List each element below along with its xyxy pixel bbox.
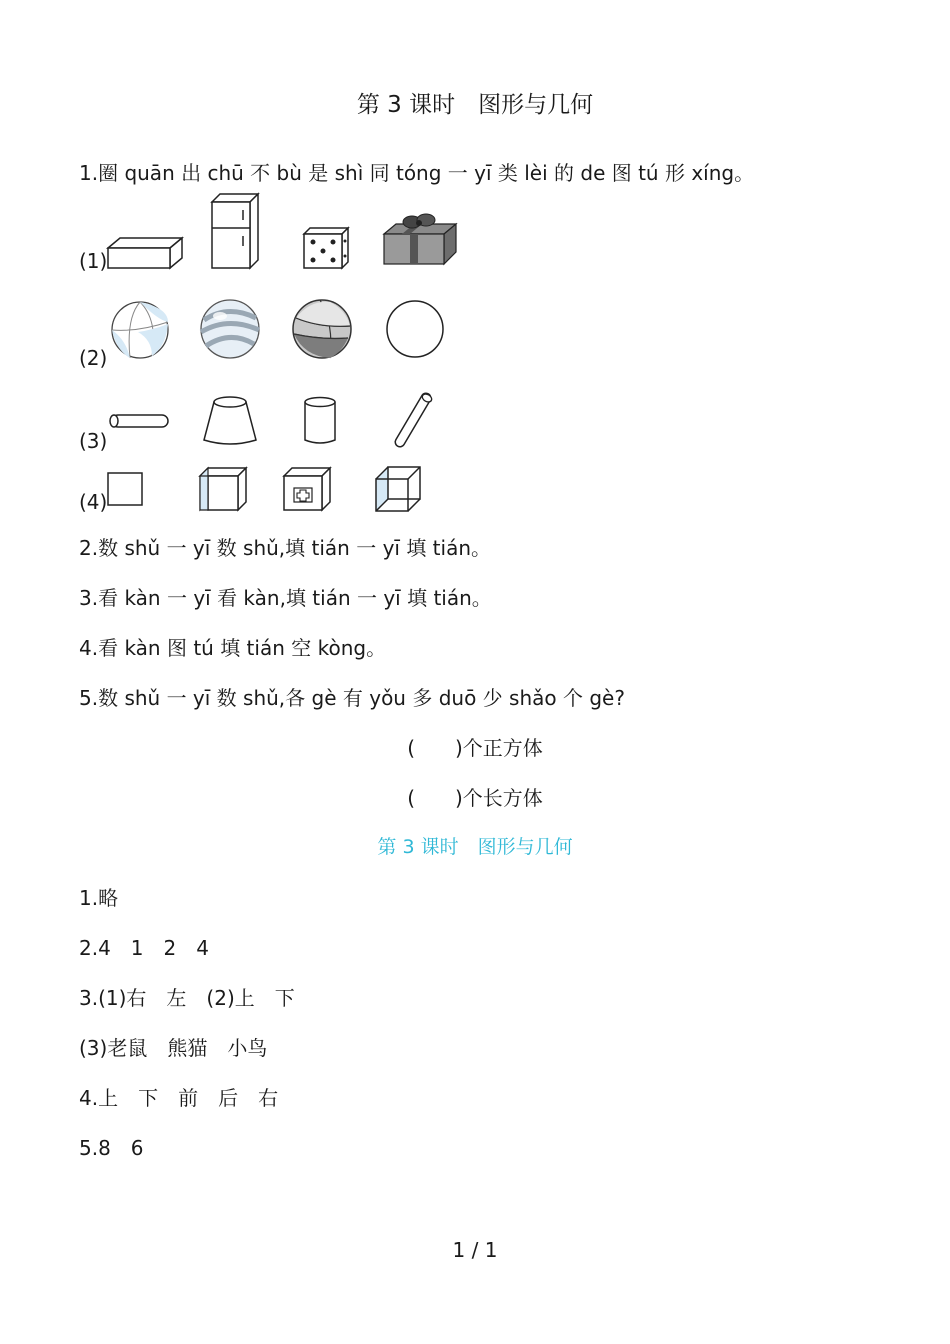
answer-3: 3.(1)右 左 (2)上 下 — [79, 986, 295, 1010]
striped-ball-icon — [198, 298, 262, 360]
cube-count-blank: ( )个正方体 — [407, 736, 543, 760]
cylinder-icon — [302, 395, 338, 447]
refrigerator-icon — [210, 192, 260, 270]
gift-box-icon — [382, 212, 458, 266]
question-2: 2.数 shǔ 一 yī 数 shǔ,填 tián 一 yī 填 tián。 — [79, 536, 492, 560]
row-label-3: (3) — [79, 429, 108, 453]
answer-2: 2.4 1 2 4 — [79, 936, 209, 960]
question-5: 5.数 shǔ 一 yī 数 shǔ,各 gè 有 yǒu 多 duō 少 shǎo 个 gè? — [79, 686, 625, 710]
slanted-rod-icon — [390, 390, 436, 450]
page-number: 1 / 1 — [452, 1238, 498, 1262]
square-icon — [106, 471, 144, 507]
circle-icon — [384, 298, 446, 360]
transparent-cube-icon — [372, 465, 424, 513]
row-label-4: (4) — [79, 490, 108, 514]
row-label-1: (1) — [79, 249, 108, 273]
horizontal-rod-icon — [106, 412, 172, 430]
row-label-2: (2) — [79, 346, 108, 370]
cuboid-count-blank: ( )个长方体 — [407, 786, 543, 810]
answer-3-part-3: (3)老鼠 熊猫 小鸟 — [79, 1036, 268, 1060]
beach-ball-icon — [108, 300, 172, 360]
question-1: 1.圈 quān 出 chū 不 bù 是 shì 同 tóng 一 yī 类 lèi 的 de 图 tú 形 xíng。 — [79, 161, 755, 185]
answer-5: 5.8 6 — [79, 1136, 144, 1160]
page-title: 第 3 课时 图形与几何 — [356, 92, 594, 118]
dice-icon — [302, 226, 350, 270]
cube-icon — [198, 466, 248, 512]
volleyball-icon — [290, 298, 354, 360]
question-4: 4.看 kàn 图 tú 填 tián 空 kòng。 — [79, 636, 387, 660]
answer-4: 4.上 下 前 后 右 — [79, 1086, 279, 1110]
first-aid-box-icon — [280, 464, 332, 512]
answers-title: 第 3 课时 图形与几何 — [377, 836, 573, 858]
question-3: 3.看 kàn 一 yī 看 kàn,填 tián 一 yī 填 tián。 — [79, 586, 492, 610]
answer-1: 1.略 — [79, 886, 119, 910]
cuboid-brick-icon — [106, 236, 184, 270]
frustum-cylinder-icon — [200, 394, 260, 446]
